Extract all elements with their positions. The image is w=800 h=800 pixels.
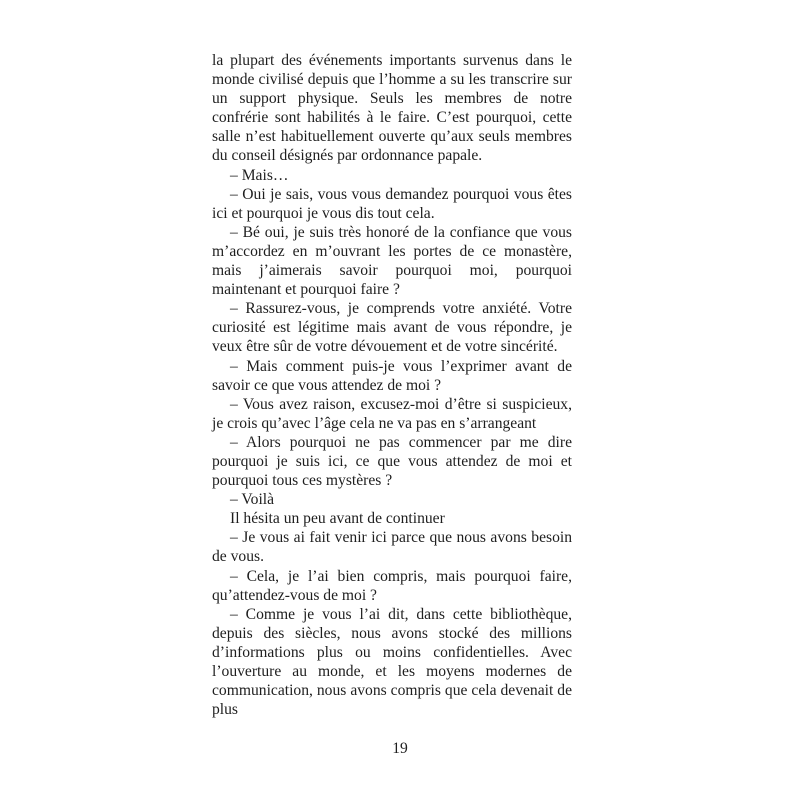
paragraph-continuation: la plupart des événements importants survenus dans le monde civilisé depuis que l’homme a su les transcrire sur un support physique. Seuls les membres de notre confrérie sont habilités à le faire. C’est pourquoi, cette salle n’est habituellement ouverte qu’aux seuls membres du conseil désignés par ordonnance papale. (212, 52, 572, 165)
paragraph-dialogue: – Voilà (230, 491, 275, 509)
paragraph-dialogue: – Oui je sais, vous vous demandez pourquoi vous êtes ici et pourquoi je vous dis tout cela. (212, 185, 572, 222)
page-body-text (212, 51, 572, 719)
paragraph-dialogue: – Comme je vous l’ai dit, dans cette bibliothèque, depuis des siècles, nous avons stocké des millions d’informations plus ou moins confidentielles. Avec l’ouverture au monde, et les moyens modernes de communication, nous avons compris que cela devenait de plus (212, 605, 572, 719)
paragraph-narration: Il hésita un peu avant de continuer (230, 510, 445, 528)
paragraph-dialogue: – Alors pourquoi ne pas commencer par me dire pourquoi je suis ici, ce que vous attendez de moi et pourquoi tous ces mystères ? (212, 433, 572, 490)
paragraph-dialogue: – Rassurez-vous, je comprends votre anxiété. Votre curiosité est légitime mais avant de vous répondre, je veux être sûr de votre dévouement et de votre sincérité. (212, 300, 572, 356)
paragraph-dialogue: – Vous avez raison, excusez-moi d’être si suspicieux, je crois qu’avec l’âge cela ne va pas en s’arrangeant (212, 395, 572, 432)
paragraph-dialogue: – Bé oui, je suis très honoré de la confiance que vous m’accordez en m’ouvrant les portes de ce monastère, mais j’aimerais savoir pourquoi moi, pourquoi maintenant et pourquoi faire ? (212, 223, 572, 299)
paragraph-dialogue: – Mais comment puis-je vous l’exprimer avant de savoir ce que vous attendez de moi ? (212, 357, 572, 394)
page-number: 19 (392, 740, 408, 757)
paragraph-dialogue: – Je vous ai fait venir ici parce que nous avons besoin de vous. (212, 529, 572, 566)
paragraph-dialogue: – Mais… (230, 166, 289, 184)
paragraph-dialogue: – Cela, je l’ai bien compris, mais pourquoi faire, qu’attendez-vous de moi ? (212, 567, 572, 604)
